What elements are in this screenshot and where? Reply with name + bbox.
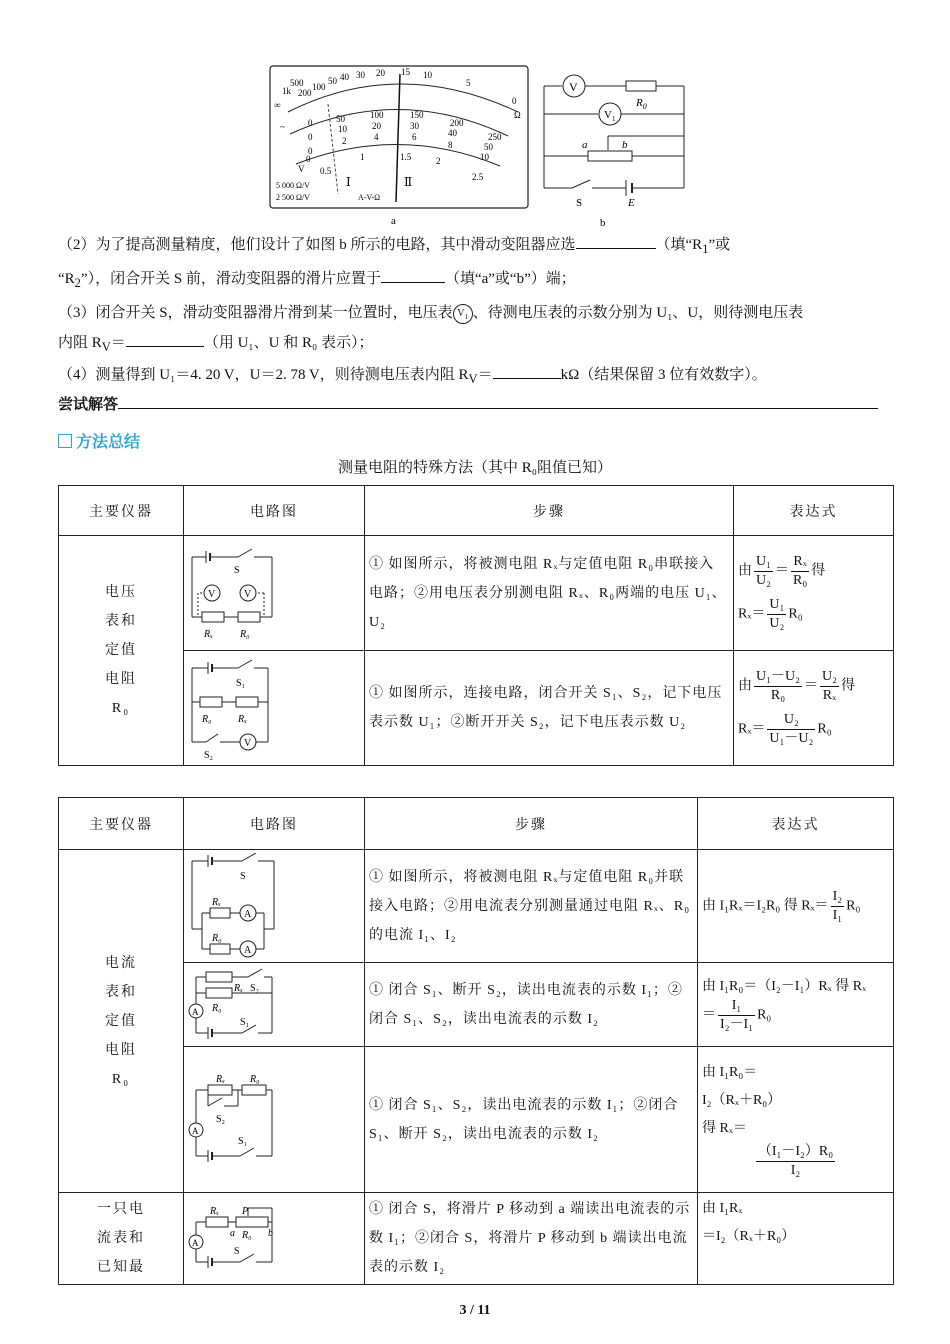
- step-cell: ① 闭合 S₁、断开 S₂，读出电流表的示数 I₁；②闭合 S₁、S₂，读出电流表的示数 I₂: [365, 963, 698, 1047]
- dial-v-1: 1: [360, 152, 365, 162]
- expression-cell: 由 $\frac{\text{U₁}}{\text{U₂}}$ ＝ $\frac{\text{Rₓ}}{\text{R₀}}$ 得 Rₓ＝ $\frac{\text{U₁}}{\text{U₂}}$ R₀: [734, 536, 894, 651]
- expression-cell: 由 I₁R₀＝ I₂（Rₓ＋R₀） 得 Rₓ＝ $\frac{\text{（I₁－I₂）R₀}}{\text{I₂}}$: [698, 1047, 894, 1193]
- header-steps: 步骤: [365, 798, 698, 850]
- svg-text:S₁: S₁: [238, 1135, 248, 1147]
- circuit-cell: [184, 850, 365, 963]
- dial-v-0: 0: [306, 154, 311, 164]
- circuit-ammeter-rheostat: [188, 1204, 288, 1274]
- header-circuit: 电路图: [184, 486, 365, 536]
- dial-v-mark: V: [298, 164, 305, 174]
- svg-text:A: A: [192, 1237, 199, 1248]
- step-cell: ① 如图所示，连接电路，闭合开关 S₁、S₂，记下电压表示数 U₁；②断开开关 S₂，记下电压表示数 U₂: [365, 651, 734, 766]
- circuit-parallel-ammeter: [188, 853, 288, 959]
- voltmeter-v1-inline-icon: $V_1$: [453, 304, 473, 324]
- svg-text:R₀: R₀: [240, 629, 250, 640]
- svg-text:Rₓ: Rₓ: [238, 714, 247, 725]
- page-number: 3 / 11: [459, 1303, 491, 1318]
- answer-blank-rheostat[interactable]: [576, 234, 656, 249]
- dial-ohm-30: 30: [356, 70, 365, 80]
- svg-text:R₀: R₀: [250, 1073, 260, 1085]
- header-expression: 表达式: [734, 486, 894, 536]
- table-caption: 测量电阻的特殊方法（其中 R₀阻值已知）: [338, 460, 612, 476]
- dial-avo: A-V-Ω: [358, 193, 381, 202]
- instrument-cell: 电压 表和 定值 电阻 R₀: [59, 536, 184, 766]
- answer-blank-slider[interactable]: [381, 268, 445, 283]
- dial-dc-0: 0: [308, 118, 313, 128]
- dial-dc3-10: 10: [480, 152, 489, 162]
- fig-b-s: S: [576, 197, 583, 209]
- dial-dc-150: 150: [410, 110, 424, 120]
- header-steps: 步骤: [365, 486, 734, 536]
- svg-text:R₀: R₀: [202, 714, 212, 725]
- svg-text:Rₓ: Rₓ: [210, 1205, 219, 1217]
- circuit-cell: [184, 1193, 365, 1285]
- dial-dc3-4: 4: [374, 132, 379, 142]
- dial-ohm-50: 50: [328, 76, 337, 86]
- circuit-series-voltmeter: [188, 543, 288, 643]
- dial-ohm-40: 40: [340, 72, 349, 82]
- svg-text:A: A: [192, 1125, 199, 1136]
- svg-text:S: S: [234, 1245, 240, 1257]
- dial-dc2-10: 10: [338, 124, 347, 134]
- dial-dc-100: 100: [370, 110, 384, 120]
- dial-sensitivity-1: 5 000 Ω/V: [276, 181, 310, 190]
- dial-ohm-200: 200: [298, 88, 312, 98]
- dial-ohm-100: 100: [312, 82, 326, 92]
- svg-text:a: a: [230, 1227, 235, 1239]
- switch-s-icon: [572, 180, 590, 188]
- resistor-r0-icon: [626, 81, 656, 91]
- answer-blank-rv-expr[interactable]: [126, 332, 204, 347]
- svg-text:V: V: [208, 589, 216, 600]
- question-2: （2）为了提高测量精度，他们设计了如图 b 所示的电路，其中滑动变阻器应选 （填“$R_1$”或 “$R_2$”），闭合开关 S 前，滑动变阻器的滑片应置于 （填“a”或“b”）端；: [58, 230, 893, 298]
- circuit-ammeter-series-switch: [188, 1070, 288, 1170]
- svg-text:S: S: [240, 871, 246, 882]
- svg-text:b: b: [268, 1227, 273, 1239]
- header-expression: 表达式: [698, 798, 894, 850]
- dial-ohm-20: 20: [376, 68, 385, 78]
- svg-text:A: A: [244, 945, 252, 956]
- dial-sensitivity-2: 2 500 Ω/V: [276, 193, 310, 202]
- dial-dc2-50: 50: [484, 142, 493, 152]
- dial-infinity: ∞: [274, 100, 281, 110]
- dial-ohm-5: 5: [466, 78, 471, 88]
- expression-cell: 由 $\frac{\text{U₁－U₂}}{\text{R₀}}$ ＝ $\frac{\text{U₂}}{\text{Rₓ}}$ 得 Rₓ＝ $\frac{\text{U₂}}{\text{U₁－U₂}}$ R₀: [734, 651, 894, 766]
- svg-text:S₂: S₂: [250, 982, 260, 994]
- instrument-cell: 电流 表和 定值 电阻 R₀: [59, 850, 184, 1193]
- circuit-cell: [184, 651, 365, 766]
- fig-b-v: V: [569, 80, 578, 94]
- circuit-cell: [184, 1047, 365, 1193]
- dial-dc-200: 200: [450, 118, 464, 128]
- fig-b-e: E: [628, 197, 635, 209]
- svg-text:S₁: S₁: [240, 1016, 250, 1028]
- svg-text:Rₓ: Rₓ: [212, 897, 221, 908]
- circuit-voltmeter-switch: [188, 656, 288, 760]
- answer-line: 尝试解答: [58, 390, 893, 420]
- figure-a-label: a: [391, 215, 396, 227]
- dial-ohm-15: 15: [401, 67, 410, 77]
- svg-text:V: V: [244, 589, 252, 600]
- circuit-cell: [184, 536, 365, 651]
- dial-v-05: 0.5: [320, 166, 332, 176]
- circuit-figure-b: [538, 70, 698, 230]
- header-instrument: 主要仪器: [59, 486, 184, 536]
- header-instrument: 主要仪器: [59, 798, 184, 850]
- expression-cell: 由 I₁Rₓ＝I₂R₀ 得 Rₓ＝ $\frac{\text{I₂}}{\text{I₁}}$ R₀: [698, 850, 894, 963]
- svg-text:Rₓ: Rₓ: [234, 982, 243, 994]
- fig-b-v1: $V_1$: [604, 109, 616, 123]
- svg-text:S₂: S₂: [204, 750, 214, 760]
- dial-dc-250: 250: [488, 132, 502, 142]
- expression-cell: 由 I₁R₀＝（I₂－I₁）Rₓ 得 Rₓ ＝ $\frac{\text{I₁}}{\text{I₂－I₁}}$ R₀: [698, 963, 894, 1047]
- dial-roman-2: Ⅱ: [404, 175, 413, 189]
- step-cell: ① 闭合 S₁、S₂，读出电流表的示数 I₁；②闭合 S₁、断开 S₂，读出电流表的示数 I₂: [365, 1047, 698, 1193]
- svg-text:R₀: R₀: [212, 933, 222, 944]
- fig-b-a: a: [582, 139, 588, 151]
- dial-ohm-500: 500: [290, 78, 304, 88]
- answer-area[interactable]: [118, 394, 878, 409]
- question-3: （3）闭合开关 S，滑动变阻器滑片滑到某一位置时，电压表 $V_1$ 、待测电压表的示数分别为 U₁、U，则待测电压表 内阻 $R_V=$ （用 U₁、U 和 R₀ 表示）；: [58, 305, 804, 354]
- header-circuit: 电路图: [184, 798, 365, 850]
- dial-ohm-1k: 1k: [282, 86, 291, 96]
- svg-text:S₂: S₂: [216, 1113, 226, 1125]
- dial-ohm-0: 0: [512, 96, 517, 106]
- dial-dc2-0: 0: [308, 132, 313, 142]
- svg-text:R₀: R₀: [212, 1002, 222, 1014]
- dial-dc2-30: 30: [410, 121, 419, 131]
- dial-v-2: 2: [436, 156, 441, 166]
- fig-b-r0: $R_0$: [636, 97, 647, 111]
- svg-text:S₁: S₁: [236, 678, 246, 689]
- dial-v-25: 2.5: [472, 172, 484, 182]
- fig-b-b: b: [622, 139, 628, 151]
- svg-text:Rₓ: Rₓ: [216, 1073, 225, 1085]
- square-icon: [58, 434, 72, 448]
- dial-dc3-0: 0: [308, 146, 313, 156]
- svg-text:A: A: [192, 1006, 199, 1017]
- answer-blank-rv-value[interactable]: [493, 364, 561, 379]
- dial-dc3-6: 6: [412, 132, 417, 142]
- dial-ac-mark: ~: [280, 122, 285, 132]
- dial-roman-1: Ⅰ: [346, 175, 351, 189]
- circuit-ammeter-two-switch: [188, 967, 288, 1043]
- figure-b-label: b: [600, 217, 606, 229]
- dial-dc2-40: 40: [448, 128, 457, 138]
- step-cell: ① 闭合 S，将滑片 P 移动到 a 端读出电流表的示数 I₁；②闭合 S，将滑片 P 移动到 b 端读出电流表的示数 I₂: [365, 1193, 698, 1285]
- svg-text:P: P: [242, 1205, 249, 1217]
- multimeter-dial-figure: [268, 64, 530, 229]
- dial-ohm-10: 10: [423, 70, 432, 80]
- step-cell: ① 如图所示，将被测电阻 Rₓ与定值电阻 R₀并联接入电路；②用电流表分别测量通过电阻 Rₓ、R₀的电流 I₁、I₂: [365, 850, 698, 963]
- dial-v-15: 1.5: [400, 152, 412, 162]
- svg-text:Rₓ: Rₓ: [204, 629, 213, 640]
- dial-dc3-8: 8: [448, 140, 453, 150]
- dial-dc3-2: 2: [342, 136, 347, 146]
- expression-cell: 由 I₁Rₓ ＝I₂（Rₓ＋R₀）: [698, 1193, 894, 1285]
- svg-text:V: V: [244, 738, 252, 749]
- svg-text:S: S: [234, 565, 240, 576]
- dial-ohm-unit: Ω: [514, 110, 521, 120]
- method-table-ammeter: [58, 797, 894, 1285]
- circuit-cell: [184, 963, 365, 1047]
- dial-dc2-20: 20: [372, 121, 381, 131]
- instrument-cell: 一只电 流表和 已知最: [59, 1193, 184, 1285]
- rheostat-icon: [588, 151, 632, 161]
- svg-text:R₀: R₀: [242, 1229, 252, 1241]
- method-table-voltmeter: [58, 485, 894, 766]
- dial-dc-50: 50: [336, 114, 345, 124]
- svg-text:A: A: [244, 909, 252, 920]
- question-4: （4）测量得到 U₁＝4. 20 V，U＝2. 78 V，则待测电压表内阻 $R_V= k\Omega$（结果保留 3 位有效数字）。: [58, 360, 893, 394]
- section-title: 方法总结: [58, 429, 140, 452]
- step-cell: ① 如图所示，将被测电阻 Rₓ与定值电阻 R₀串联接入电路；②用电压表分别测电阻 Rₓ、R₀两端的电压 U₁、U₂: [365, 536, 734, 651]
